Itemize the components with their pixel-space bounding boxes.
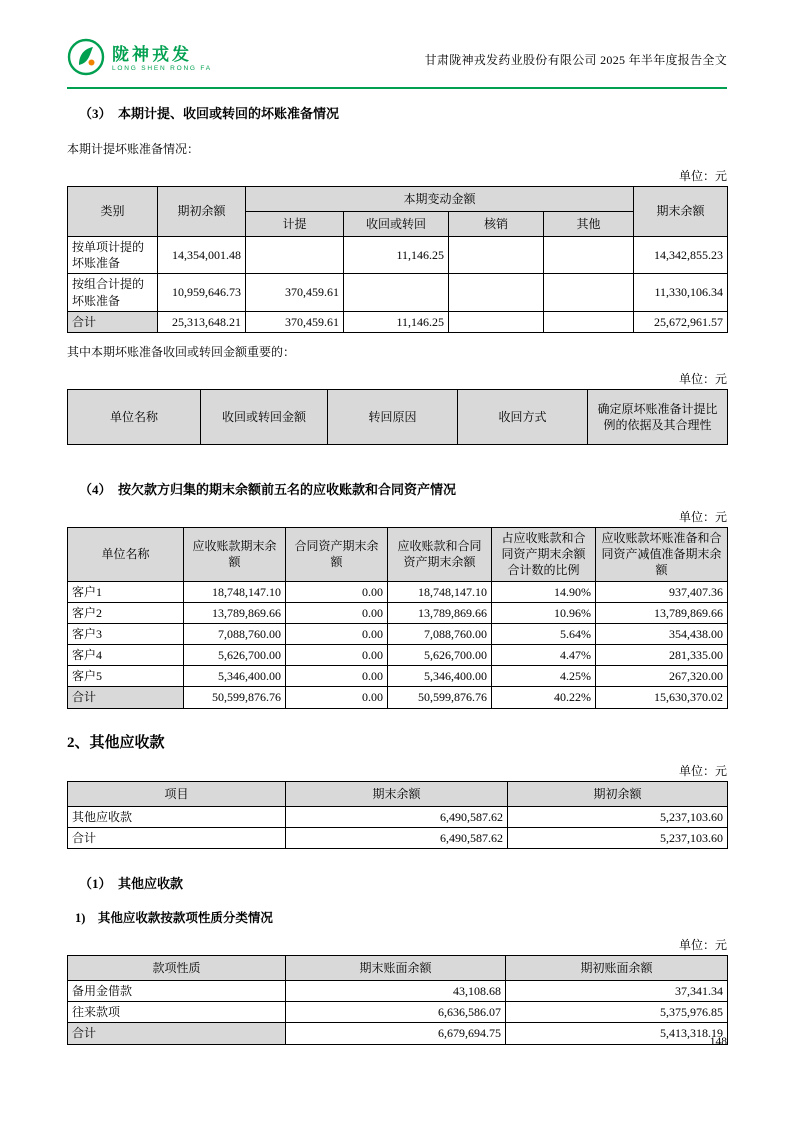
col-header-entity-name: 单位名称 [68, 389, 201, 444]
table-cell: 0.00 [286, 687, 388, 708]
row-label-cell: 客户5 [68, 666, 184, 687]
table-cell: 937,407.36 [596, 581, 728, 602]
col-header-closing-balance: 期末余额 [286, 781, 508, 806]
other-receivables-heading: 2、其他应收款 [67, 734, 165, 751]
col-header-opening-balance: 期初余额 [158, 187, 246, 237]
table-row [68, 645, 728, 666]
section-4-heading: （4） 按欠款方归集的期末余额前五名的应收账款和合同资产情况 [79, 481, 457, 497]
row-label-cell: 合计 [68, 827, 286, 848]
table-cell: 0.00 [286, 602, 388, 623]
table-cell: 6,490,587.62 [286, 806, 508, 827]
other-receivables-by-nature-table [67, 955, 728, 1045]
col-header-receivable-closing: 应收账款期末余额 [184, 527, 286, 581]
table-cell: 15,630,370.02 [596, 687, 728, 708]
unit-label: 单位：元 [678, 509, 727, 524]
col-header-nature: 款项性质 [68, 956, 286, 981]
table-row [68, 666, 728, 687]
table-row [68, 806, 728, 827]
table-cell: 281,335.00 [596, 645, 728, 666]
page-number: 148 [709, 1036, 727, 1048]
col-header-category: 类别 [68, 187, 158, 237]
table-cell: 14,342,855.23 [634, 237, 728, 274]
table-row [68, 602, 728, 623]
table-header-row [68, 389, 728, 444]
table-cell: 7,088,760.00 [184, 623, 286, 644]
table-cell: 10.96% [492, 602, 596, 623]
table-cell: 11,146.25 [344, 311, 449, 332]
col-header-closing-balance: 期末余额 [634, 187, 728, 237]
row-label-cell: 其他应收款 [68, 806, 286, 827]
col-header-recovered: 收回或转回 [344, 212, 449, 237]
table-total-row [68, 827, 728, 848]
table-cell: 11,146.25 [344, 237, 449, 274]
row-label-cell: 客户4 [68, 645, 184, 666]
table-cell: 25,313,648.21 [158, 311, 246, 332]
table-cell: 0.00 [286, 623, 388, 644]
table-row [68, 237, 728, 274]
row-label-cell: 合计 [68, 311, 158, 332]
table-cell [544, 311, 634, 332]
table-cell: 0.00 [286, 581, 388, 602]
table-cell: 5,237,103.60 [508, 827, 728, 848]
table-header-row [68, 781, 728, 806]
unit-label: 单位：元 [678, 938, 727, 952]
table-row [68, 623, 728, 644]
table-cell: 354,438.00 [596, 623, 728, 644]
table-row [68, 981, 728, 1002]
col-header-combined-closing: 应收账款和合同资产期末余额 [388, 527, 492, 581]
company-logo [67, 38, 212, 81]
unit-label: 单位：元 [678, 371, 727, 386]
table-cell: 5,346,400.00 [184, 666, 286, 687]
col-header-recovery-method: 收回方式 [458, 389, 588, 444]
col-header-accrual: 计提 [246, 212, 344, 237]
table-cell: 6,679,694.75 [286, 1023, 506, 1044]
top-five-receivables-table [67, 527, 728, 709]
table-cell: 18,748,147.10 [184, 581, 286, 602]
table-row [68, 274, 728, 311]
col-header-reversal-reason: 转回原因 [328, 389, 458, 444]
table-cell: 50,599,876.76 [184, 687, 286, 708]
row-label-cell: 备用金借款 [68, 981, 286, 1002]
table-cell: 18,748,147.10 [388, 581, 492, 602]
table-cell: 40.22% [492, 687, 596, 708]
section-3-heading: （3） 本期计提、收回或转回的坏账准备情况 [79, 106, 340, 121]
col-header-recovered-amount: 收回或转回金额 [201, 389, 328, 444]
col-header-other: 其他 [544, 212, 634, 237]
col-header-proportion: 占应收账款和合同资产期末余额合计数的比例 [492, 527, 596, 581]
col-header-provision-closing: 应收账款坏账准备和合同资产减值准备期末余额 [596, 527, 728, 581]
table-cell [449, 237, 544, 274]
col-header-current-change: 本期变动金额 [246, 187, 634, 212]
table-cell: 370,459.61 [246, 274, 344, 311]
table-cell: 4.25% [492, 666, 596, 687]
table-cell: 5,346,400.00 [388, 666, 492, 687]
table-header-row [68, 956, 728, 981]
col-header-opening-balance: 期初余额 [508, 781, 728, 806]
row-label-cell: 合计 [68, 1023, 286, 1044]
row-label-cell: 客户2 [68, 602, 184, 623]
table-cell: 5,375,976.85 [506, 1002, 728, 1023]
col-header-writeoff: 核销 [449, 212, 544, 237]
table-cell: 7,088,760.00 [388, 623, 492, 644]
table-cell: 11,330,106.34 [634, 274, 728, 311]
row-label-cell: 合计 [68, 687, 184, 708]
table-cell: 14.90% [492, 581, 596, 602]
col-header-closing-book-balance: 期末账面余额 [286, 956, 506, 981]
table-cell: 43,108.68 [286, 981, 506, 1002]
recovered-bad-debt-table [67, 389, 728, 445]
col-header-entity-name: 单位名称 [68, 527, 184, 581]
unit-label: 单位：元 [678, 169, 727, 183]
logo-chinese-name: 陇神戎发 [112, 45, 192, 65]
table-cell: 0.00 [286, 645, 388, 666]
page-header [67, 38, 727, 89]
col-header-contract-asset-closing: 合同资产期末余额 [286, 527, 388, 581]
recovery-note: 其中本期坏账准备收回或转回金额重要的： [67, 344, 296, 359]
unit-label: 单位：元 [678, 763, 727, 778]
table-cell [544, 274, 634, 311]
row-label-cell: 客户3 [68, 623, 184, 644]
table-cell: 370,459.61 [246, 311, 344, 332]
company-logo-text [112, 46, 212, 73]
table-cell [449, 311, 544, 332]
table-cell [544, 237, 634, 274]
table-row [68, 581, 728, 602]
other-receivables-sub1-heading: （1） 其他应收款 [79, 876, 184, 891]
row-label-cell: 按单项计提的坏账准备 [68, 237, 158, 274]
table-cell [246, 237, 344, 274]
table-cell: 13,789,869.66 [596, 602, 728, 623]
table-cell: 4.47% [492, 645, 596, 666]
table-cell: 5.64% [492, 623, 596, 644]
row-label-cell: 按组合计提的坏账准备 [68, 274, 158, 311]
table-cell: 5,413,318.19 [506, 1023, 728, 1044]
table-cell: 14,354,001.48 [158, 237, 246, 274]
table-cell [344, 274, 449, 311]
table-header-row [68, 187, 728, 212]
table-cell: 37,341.34 [506, 981, 728, 1002]
other-receivables-summary-table [67, 781, 728, 849]
section-3-intro: 本期计提坏账准备情况： [67, 142, 200, 156]
col-header-opening-book-balance: 期初账面余额 [506, 956, 728, 981]
document-title: 甘肃陇神戎发药业股份有限公司 2025 年半年度报告全文 [424, 53, 727, 67]
table-cell: 13,789,869.66 [388, 602, 492, 623]
bad-debt-provision-table [67, 186, 728, 333]
logo-english-name: LONG SHEN RONG FA [112, 65, 212, 73]
table-cell: 0.00 [286, 666, 388, 687]
table-total-row [68, 1023, 728, 1044]
table-cell: 10,959,646.73 [158, 274, 246, 311]
table-cell: 6,490,587.62 [286, 827, 508, 848]
table-cell: 267,320.00 [596, 666, 728, 687]
table-row [68, 1002, 728, 1023]
row-label-cell: 往来款项 [68, 1002, 286, 1023]
table-cell: 5,626,700.00 [184, 645, 286, 666]
col-header-provision-basis: 确定原坏账准备计提比例的依据及其合理性 [588, 389, 728, 444]
row-label-cell: 客户1 [68, 581, 184, 602]
table-cell: 5,626,700.00 [388, 645, 492, 666]
company-logo-icon [67, 38, 105, 81]
table-cell: 5,237,103.60 [508, 806, 728, 827]
table-cell: 50,599,876.76 [388, 687, 492, 708]
col-header-item: 项目 [68, 781, 286, 806]
table-cell: 13,789,869.66 [184, 602, 286, 623]
table-cell: 6,636,586.07 [286, 1002, 506, 1023]
table-header-row [68, 527, 728, 581]
table-cell: 25,672,961.57 [634, 311, 728, 332]
table-total-row [68, 311, 728, 332]
table-cell [449, 274, 544, 311]
other-receivables-nature-heading: 1) 其他应收款按款项性质分类情况 [75, 911, 273, 925]
table-total-row [68, 687, 728, 708]
